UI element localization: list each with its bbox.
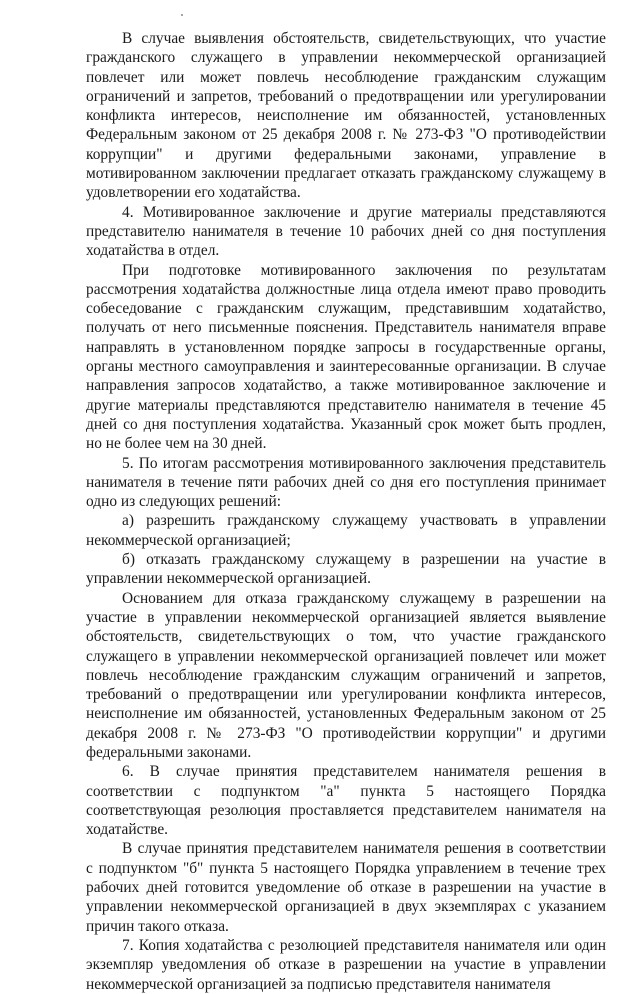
paragraph-refusal-grounds-proposal: В случае выявления обстоятельств, свидетельствующих, что участие гражданского служащего в управлении некоммерческой организацией повлечет или может повлечь несоблюдение гражданским служащим ограничений и запретов, требований о предотвращении или урегулировании конфликта интересов, неисполнение им обязанностей, установленных Федеральным законом от 25 декабря 2008 г. № 273-ФЗ "О противодействии коррупции" и другими федеральными законами, управление в мотивированном заключении предлагает отказать гражданскому служащему в удовлетворении его ходатайства. (86, 30, 606, 202)
paragraph-refusal-basis: Основанием для отказа гражданскому служащему в разрешении на участие в управлении некоммерческой организацией является выявление обстоятельств, свидетельствующих о том, что участие гражданского служащего в управлении некоммерческой организацией повлечет или может повлечь несоблюдение гражданским служащим ограничений и запретов, требований о предотвращении или урегулировании конфликта интересов, неисполнение им обязанностей, установленных Федеральным законом от 25 декабря 2008 г. № 273-ФЗ "О противодействии коррупции" и другими федеральными законами. (86, 589, 606, 761)
document-page (86, 29, 606, 994)
paragraph-option-a: а) разрешить гражданскому служащему участвовать в управлении некоммерческой организацией; (86, 512, 606, 549)
paragraph-item-4: 4. Мотивированное заключение и другие материалы представляются представителю нанимателя в течение 10 рабочих дней со дня поступления ходатайства в отдел. (86, 203, 606, 260)
paragraph-preparation-conclusion: При подготовке мотивированного заключения по результатам рассмотрения ходатайства должностные лица отдела имеют право проводить собеседование с гражданским служащим, представившим ходатайство, получать от него письменные пояснения. Представитель нанимателя вправе направлять в установленном порядке запросы в государственные органы, органы местного самоуправления и заинтересованные организации. В случае направления запросов ходатайство, а также мотивированное заключение и другие материалы представляются представителю нанимателя в течение 45 дней со дня поступления ходатайства. Указанный срок может быть продлен, но не более чем на 30 дней. (86, 261, 606, 453)
paragraph-item-5: 5. По итогам рассмотрения мотивированного заключения представитель нанимателя в течение пяти рабочих дней со дня его поступления принимает одно из следующих решений: (86, 454, 606, 511)
paragraph-item-6: 6. В случае принятия представителем нанимателя решения в соответствии с подпунктом "а" пункта 5 настоящего Порядка соответствующая резолюция проставляется представителем нанимателя на ходатайстве. (86, 763, 606, 839)
scan-speck (181, 14, 183, 16)
paragraph-option-b: б) отказать гражданскому служащему в разрешении на участие в управлении некоммерческой организацией. (86, 551, 606, 588)
paragraph-refusal-notice: В случае принятия представителем нанимателя решения в соответствии с подпунктом "б" пункта 5 настоящего Порядка управлением в течение трех рабочих дней готовится уведомление об отказе в разрешении на участие в управлении некоммерческой организацией в двух экземплярах с указанием причин такого отказа. (86, 840, 606, 935)
paragraph-item-7: 7. Копия ходатайства с резолюцией представителя нанимателя или один экземпляр уведомления об отказе в разрешении на участие в управлении некоммерческой организацией за подписью представителя нанимателя (86, 936, 606, 993)
